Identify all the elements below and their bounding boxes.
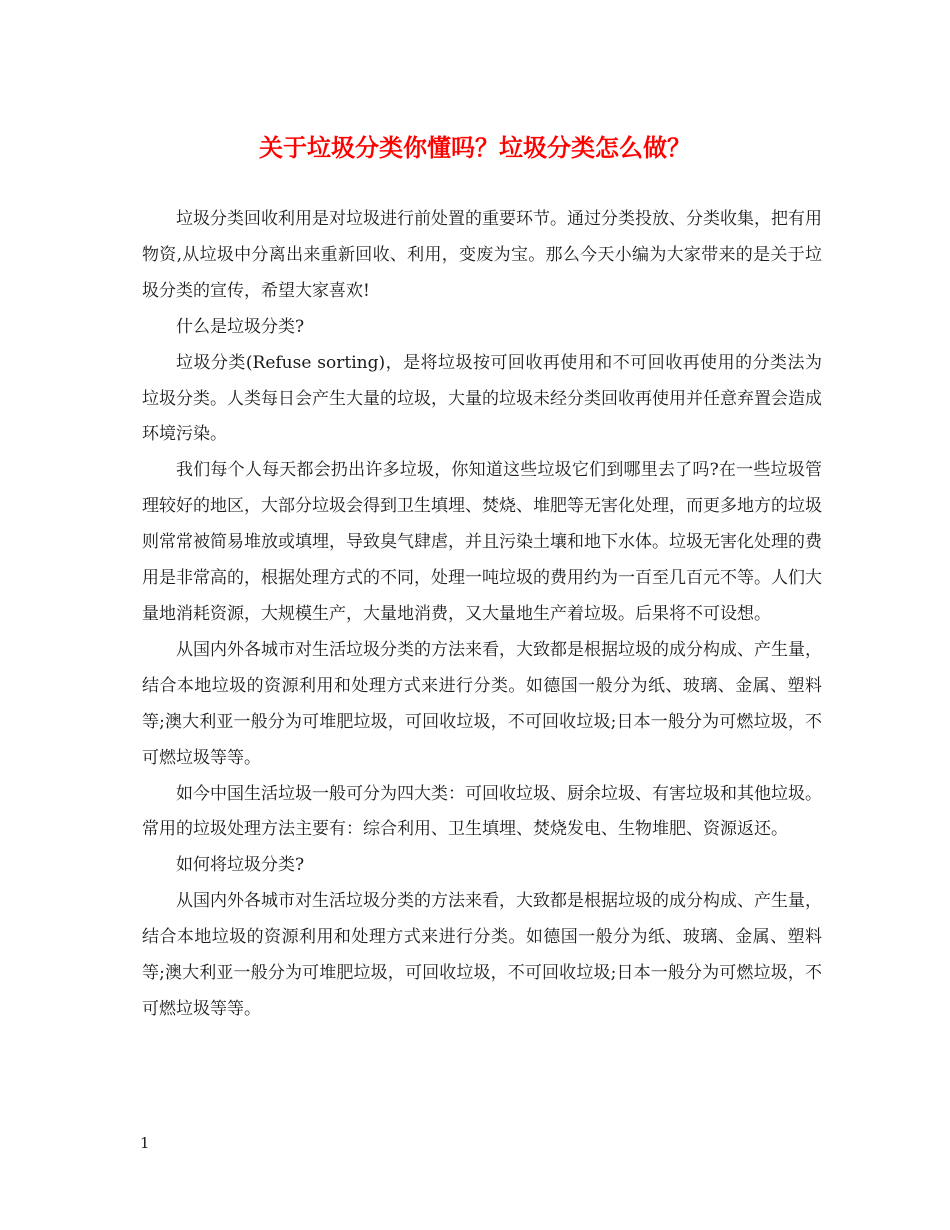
- heading-how-to-sort: 如何将垃圾分类?: [176, 855, 305, 876]
- document-body: [142, 202, 822, 1028]
- paragraph-where-garbage-goes: 我们每个人每天都会扔出许多垃圾，你知道这些垃圾它们到哪里去了吗?在一些垃圾管理较好的地区，大部分垃圾会得到卫生填埋、焚烧、堆肥等无害化处理，而更多地方的垃圾则常常被简易堆放或填埋，导致臭气肆虐，并且污染土壤和地下水体。垃圾无害化处理的费用是非常高的，根据处理方式的不同，处理一吨垃圾的费用约为一百至几百元不等。人们大量地消耗资源，大规模生产，大量地消费，又大量地生产着垃圾。后果将不可设想。: [142, 460, 822, 624]
- page-number: 1: [140, 1134, 150, 1152]
- paragraph-definition: 垃圾分类(Refuse sorting)，是将垃圾按可回收再使用和不可回收再使用的分类法为垃圾分类。人类每日会产生大量的垃圾，大量的垃圾未经分类回收再使用并任意弃置会造成环境污染。: [142, 352, 822, 445]
- heading-what-is-sorting: 什么是垃圾分类?: [176, 316, 305, 337]
- page-title: 关于垃圾分类你懂吗？垃圾分类怎么做？: [259, 133, 691, 162]
- paragraph-china-categories: 如今中国生活垃圾一般可分为四大类：可回收垃圾、厨余垃圾、有害垃圾和其他垃圾。常用的垃圾处理方法主要有：综合利用、卫生填埋、焚烧发电、生物堆肥、资源返还。: [142, 783, 822, 840]
- paragraph-intro: 垃圾分类回收利用是对垃圾进行前处置的重要环节。通过分类投放、分类收集，把有用物资,从垃圾中分离出来重新回收、利用，变废为宝。那么今天小编为大家带来的是关于垃圾分类的宣传，希望大家喜欢!: [142, 209, 822, 301]
- paragraph-city-methods-repeat: 从国内外各城市对生活垃圾分类的方法来看，大致都是根据垃圾的成分构成、产生量，结合本地垃圾的资源利用和处理方式来进行分类。如德国一般分为纸、玻璃、金属、塑料等;澳大利亚一般分为可堆肥垃圾，可回收垃圾，不可回收垃圾;日本一般分为可燃垃圾，不可燃垃圾等等。: [142, 891, 822, 1019]
- paragraph-city-methods: 从国内外各城市对生活垃圾分类的方法来看，大致都是根据垃圾的成分构成、产生量，结合本地垃圾的资源利用和处理方式来进行分类。如德国一般分为纸、玻璃、金属、塑料等;澳大利亚一般分为可堆肥垃圾，可回收垃圾，不可回收垃圾;日本一般分为可燃垃圾，不可燃垃圾等等。: [142, 639, 822, 768]
